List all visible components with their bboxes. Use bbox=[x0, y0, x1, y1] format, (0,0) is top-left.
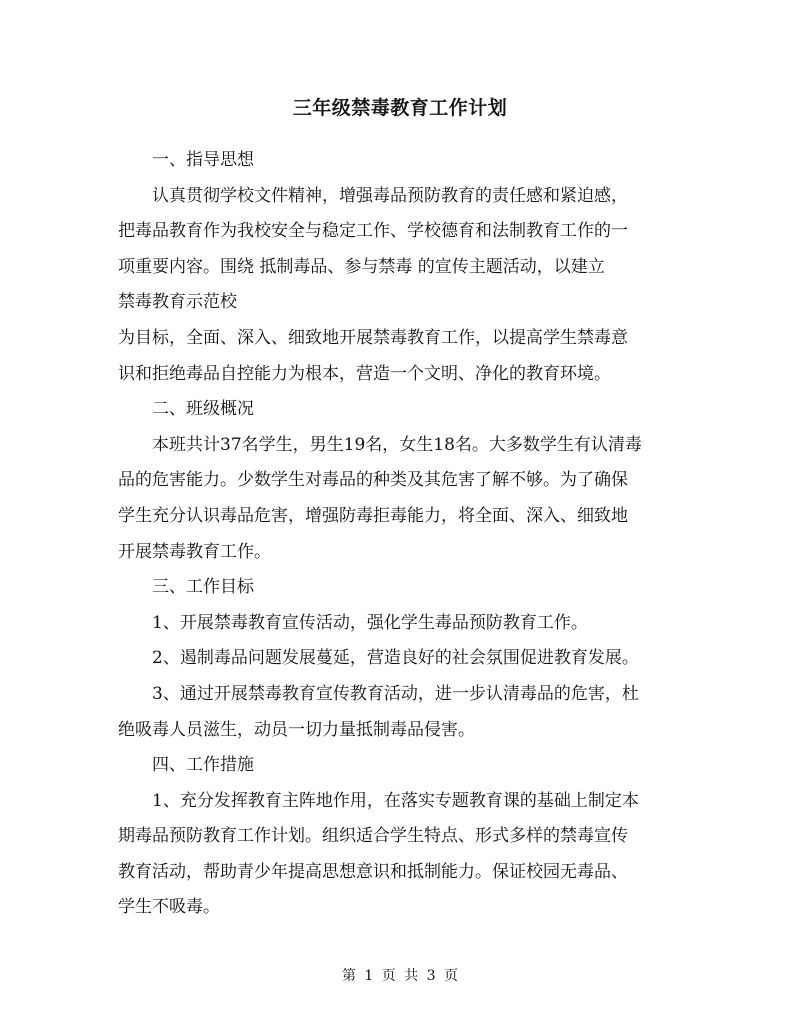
text-line: 开展禁毒教育工作。 bbox=[118, 541, 271, 562]
text-line: 本班共计37名学生，男生19名，女生18名。大多数学生有认清毒 bbox=[152, 434, 642, 455]
text-line: 四、工作措施 bbox=[152, 755, 254, 776]
text-line: 期毒品预防教育工作计划。组织适合学生特点、形式多样的禁毒宣传 bbox=[118, 826, 628, 847]
text-line: 为目标，全面、深入、细致地开展禁毒教育工作，以提高学生禁毒意 bbox=[118, 327, 628, 348]
text-line: 一、指导思想 bbox=[152, 150, 254, 170]
text-line: 学生充分认识毒品危害，增强防毒拒毒能力，将全面、深入、细致地 bbox=[118, 505, 628, 526]
text-line: 绝吸毒人员滋生，动员一切力量抵制毒品侵害。 bbox=[118, 719, 475, 740]
page-indicator: 第 1 页 共 3 页 bbox=[341, 968, 459, 984]
document-title: 三年级禁毒教育工作计划 bbox=[292, 97, 508, 119]
text-line: 三、工作目标 bbox=[152, 577, 254, 598]
document-body bbox=[118, 143, 686, 926]
text-line: 3、通过开展禁毒教育宣传教育活动，进一步认清毒品的危害，杜 bbox=[152, 683, 639, 704]
text-line: 认真贯彻学校文件精神，增强毒品预防教育的责任感和紧迫感， bbox=[152, 185, 628, 206]
text-line: 品的危害能力。少数学生对毒品的种类及其危害了解不够。为了确保 bbox=[118, 470, 628, 491]
text-line: 学生不吸毒。 bbox=[118, 897, 220, 918]
text-line: 二、班级概况 bbox=[152, 399, 254, 420]
text-line: 项重要内容。围绕 抵制毒品、参与禁毒 的宣传主题活动，以建立 bbox=[118, 256, 605, 277]
text-line: 把毒品教育作为我校安全与稳定工作、学校德育和法制教育工作的一 bbox=[118, 221, 628, 242]
text-line: 1、充分发挥教育主阵地作用，在落实专题教育课的基础上制定本 bbox=[152, 790, 639, 811]
text-line: 禁毒教育示范校 bbox=[118, 292, 237, 313]
text-line: 1、开展禁毒教育宣传活动，强化学生毒品预防教育工作。 bbox=[152, 612, 588, 633]
text-line: 识和拒绝毒品自控能力为根本，营造一个文明、净化的教育环境。 bbox=[118, 363, 611, 384]
text-line: 2、遏制毒品问题发展蔓延，营造良好的社会氛围促进教育发展。 bbox=[152, 648, 639, 669]
text-line: 教育活动，帮助青少年提高思想意识和抵制能力。保证校园无毒品、 bbox=[118, 861, 628, 882]
